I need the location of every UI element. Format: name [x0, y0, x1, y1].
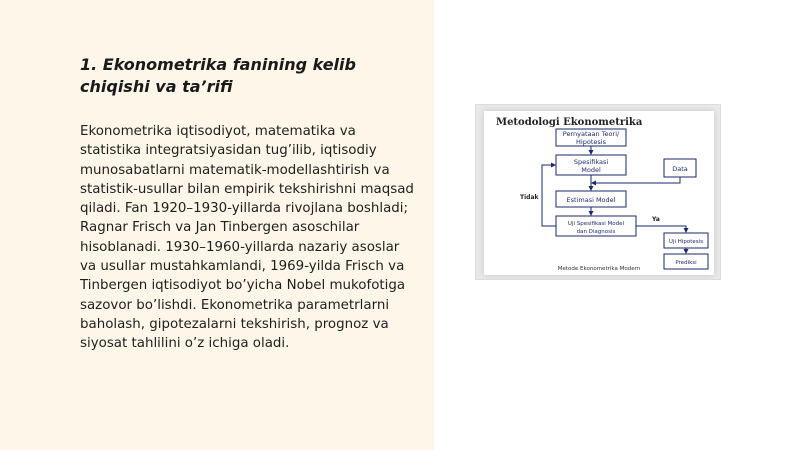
- figure-canvas: [484, 111, 714, 275]
- edge-diagnosis-to-hypothesis: [636, 226, 686, 232]
- node-specification-label-2: Model: [581, 166, 601, 174]
- edge-feedback-loop: [542, 165, 556, 226]
- flowchart-diagram: [484, 111, 714, 275]
- heading-line-1: 1. Ekonometrika fanining kelib: [80, 55, 356, 74]
- node-hypothesis-label: Uji Hipotesis: [668, 239, 704, 245]
- node-estimation-label: Estimasi Model: [566, 196, 616, 204]
- edge-data-to-estimation: [592, 177, 680, 183]
- node-theory-label-2: Hipotesis: [576, 138, 606, 146]
- figure-title: Metodologi Ekonometrika: [496, 117, 643, 128]
- heading-line-2: chiqishi va ta’rifi: [80, 77, 233, 96]
- node-data-label: Data: [672, 165, 688, 173]
- edge-label-yes: Ya: [652, 216, 660, 223]
- node-diagnosis-label-2: dan Diagnosis: [576, 229, 616, 235]
- edge-label-no: Tidak: [520, 194, 539, 201]
- node-diagnosis-label-1: Uji Spesifikasi Model: [567, 221, 625, 227]
- node-specification-label-1: Spesifikasi: [573, 158, 609, 166]
- section-body-text: Ekonometrika iqtisodiyot, matematika va statistika integratsiyasidan tug’ilib, iqtisodiy munosabatlarni matematik-modellashtirish va statistik-usullar bilan empirik tekshirishni maqsad qiladi. Fan 1920–1930-yillarda rivojlana boshladi; Ragnar Frisch va Jan Tinbergen asoschilar hisoblanadi. 1930–1960-yillarda nazariy asoslar va usullar mustahkamlandi, 1969-yilda Frisch va Tinbergen iqtisodiyot bo’yicha Nobel mukofotiga sazovor bo’lishdi. Ekonometrika parametrlarni baholash, gipotezalarni tekshirish, prognoz va siyosat tahlilini o’z ichiga oladi.: [80, 124, 414, 352]
- node-prediction-label: Prediksi: [675, 260, 697, 266]
- figure-caption: Metode Ekonometrika Modern: [557, 266, 641, 272]
- methodology-figure: [475, 104, 721, 280]
- section-heading: [80, 54, 400, 98]
- node-theory-label-1: Pernyataan Teori/: [562, 130, 620, 138]
